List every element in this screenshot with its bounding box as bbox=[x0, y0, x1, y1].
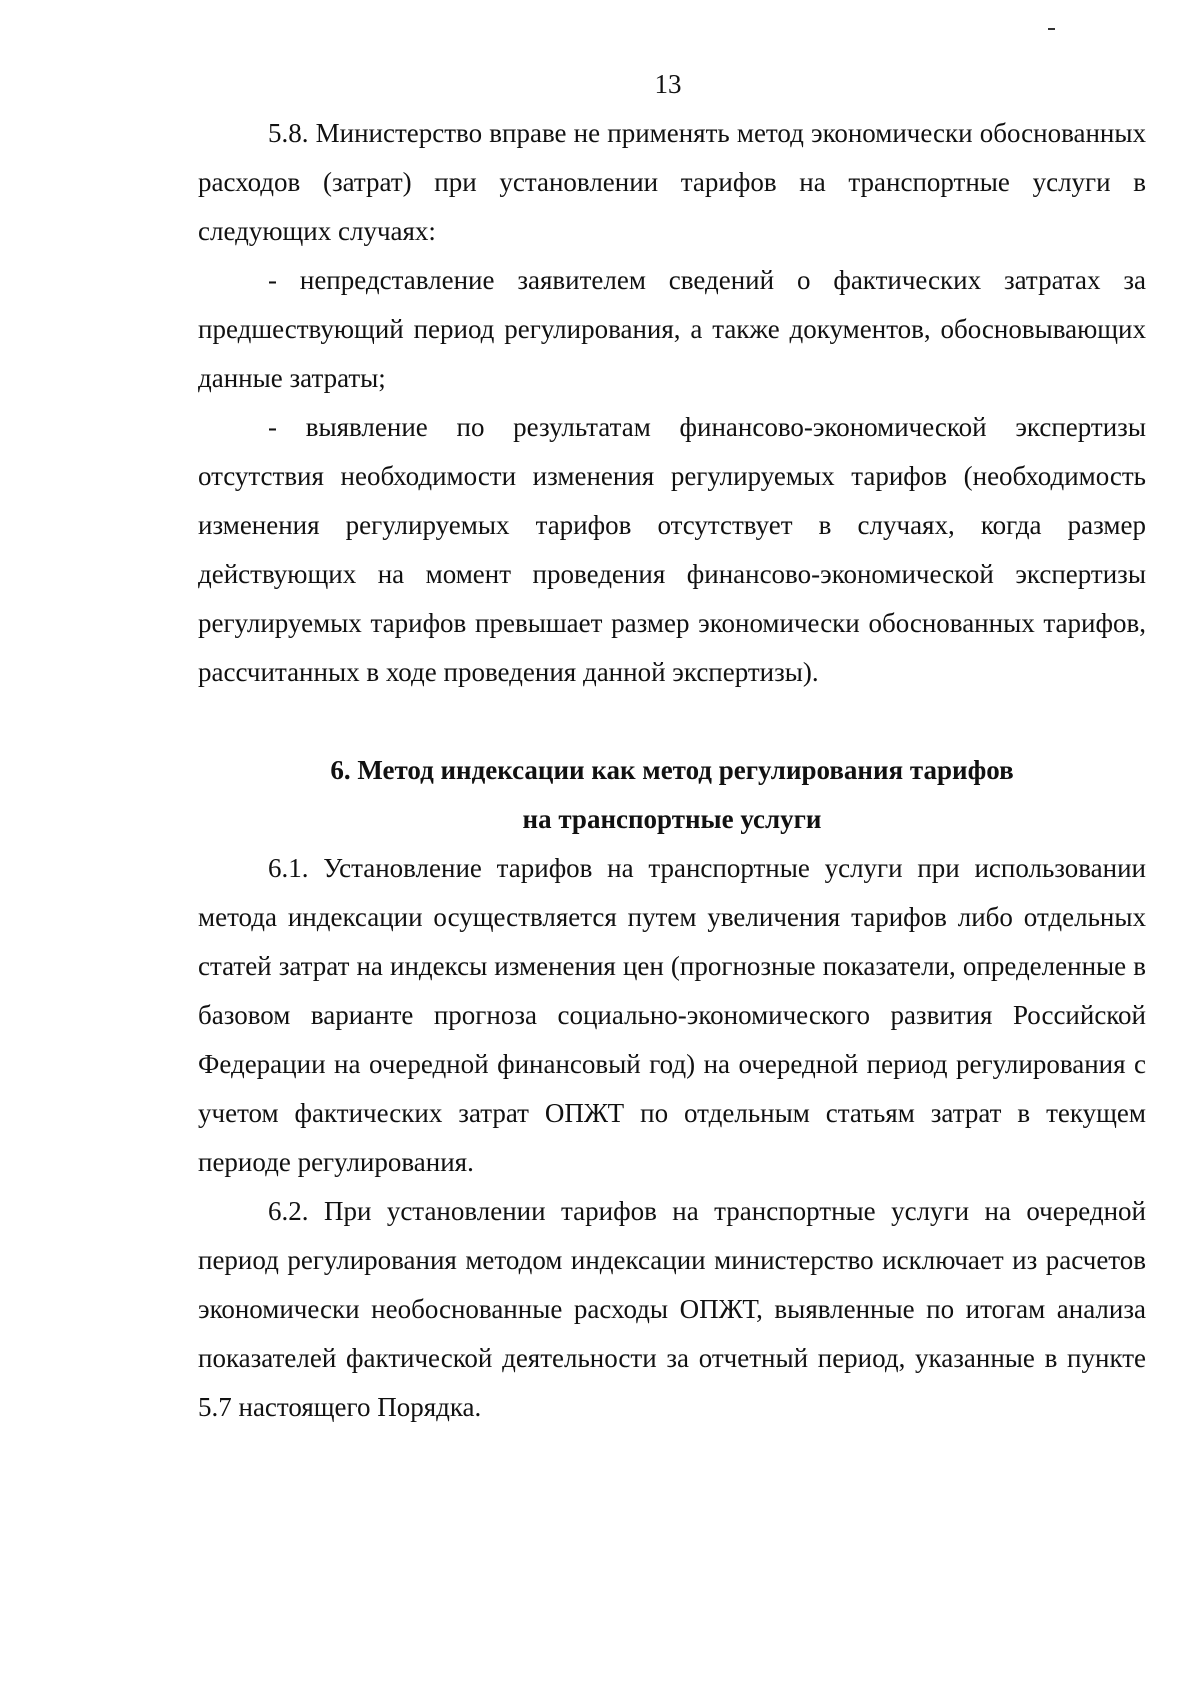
paragraph-5-8: 5.8. Министерство вправе не применять метод экономически обоснованных расходов (затрат) при установлении тарифов на транспортные услуги в следующих случаях: bbox=[198, 118, 1146, 246]
paragraph-6-2: 6.2. При установлении тарифов на транспортные услуги на очередной период регулирования методом индексации министерство исключает из расчетов экономически необоснованные расходы ОПЖТ, выявленные по итогам анализа показателей фактической деятельности за отчетный период, указанные в пункте 5.7 настоящего Порядка. bbox=[198, 1196, 1146, 1422]
scan-mark bbox=[1048, 28, 1055, 30]
list-item-nonsubmission: - непредставление заявителем сведений о фактических затратах за предшествующий период регулирования, а также документов, обосновывающих данные затраты; bbox=[198, 265, 1146, 393]
list-item-expertise-finding: - выявление по результатам финансово-экономической экспертизы отсутствия необходимости изменения регулируемых тарифов (необходимость изменения регулируемых тарифов отсутствует в случаях, когда размер действующих на момент проведения финансово-экономической экспертизы регулируемых тарифов превышает размер экономически обоснованных тарифов, рассчитанных в ходе проведения данной экспертизы). bbox=[198, 412, 1146, 687]
section-6-heading-line-2: на транспортные услуги bbox=[522, 804, 822, 834]
document-body bbox=[198, 109, 1146, 1432]
page-number: 13 bbox=[654, 69, 682, 99]
paragraph-6-1: 6.1. Установление тарифов на транспортные услуги при использовании метода индексации осуществляется путем увеличения тарифов либо отдельных статей затрат на индексы изменения цен (прогнозные показатели, определенные в базовом варианте прогноза социально-экономического развития Российской Федерации на очередной финансовый год) на очередной период регулирования с учетом фактических затрат ОПЖТ по отдельным статьям затрат в текущем периоде регулирования. bbox=[198, 853, 1146, 1177]
section-6-heading-line-1: 6. Метод индексации как метод регулирования тарифов bbox=[330, 755, 1014, 785]
section-6-heading bbox=[198, 746, 1146, 844]
